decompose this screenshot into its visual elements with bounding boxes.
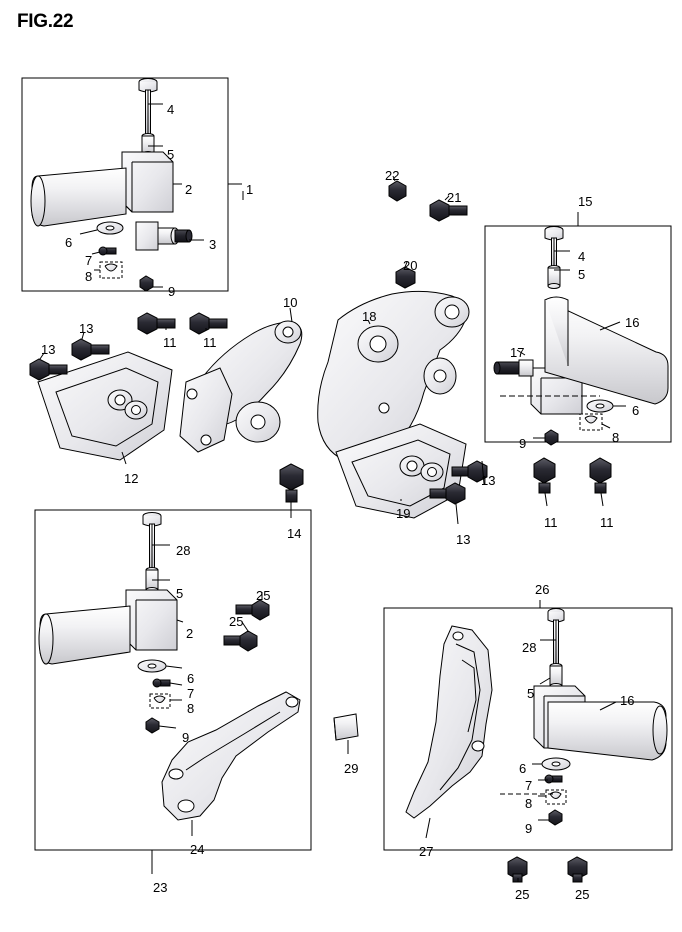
callout-number: 3 <box>209 237 217 252</box>
callout-number: 13 <box>456 532 471 547</box>
callout-number: 16 <box>625 315 640 330</box>
callout-number: 2 <box>185 182 193 197</box>
callout-number: 10 <box>283 295 298 310</box>
callout-number: 17 <box>510 345 525 360</box>
callout-number: 6 <box>632 403 640 418</box>
callout-number: 9 <box>519 436 527 451</box>
figure-title: FIG.22 <box>17 11 74 32</box>
callout-number: 25 <box>229 614 244 629</box>
callout-number: 21 <box>447 190 462 205</box>
callout-number: 24 <box>190 842 205 857</box>
callout-number: 27 <box>419 844 434 859</box>
callout-number: 29 <box>344 761 359 776</box>
callout-number: 6 <box>519 761 527 776</box>
callout-number: 25 <box>256 588 271 603</box>
callout-number: 13 <box>79 321 94 336</box>
callout-number: 9 <box>182 730 190 745</box>
callout-number: 25 <box>515 887 530 902</box>
callout-number: 16 <box>620 693 635 708</box>
callout-number: 9 <box>525 821 533 836</box>
callout-number: 13 <box>481 473 496 488</box>
callout-number: 22 <box>385 168 400 183</box>
callout-number: 6 <box>65 235 73 250</box>
callout-number: 11 <box>600 515 614 530</box>
callout-number: 25 <box>575 887 590 902</box>
callout-number: 5 <box>167 147 175 162</box>
callout-number: 11 <box>544 515 558 530</box>
callout-number: 1 <box>246 182 254 197</box>
callout-number: 20 <box>403 258 418 273</box>
callout-number: 7 <box>85 253 93 268</box>
callout-number: 15 <box>578 194 593 209</box>
callout-number: 12 <box>124 471 139 486</box>
callout-number: 6 <box>187 671 195 686</box>
callout-number: 5 <box>527 686 535 701</box>
callout-number: 7 <box>187 686 195 701</box>
callout-number: 8 <box>187 701 195 716</box>
callout-number: 19 <box>396 506 411 521</box>
callout-number: 5 <box>176 586 184 601</box>
callout-number: 8 <box>525 796 533 811</box>
callout-number: 8 <box>612 430 620 445</box>
callout-number: 2 <box>186 626 194 641</box>
callout-number: 13 <box>41 342 56 357</box>
callout-number: 18 <box>362 309 377 324</box>
callout-number: 14 <box>287 526 302 541</box>
callout-number: 5 <box>578 267 586 282</box>
callout-number: 26 <box>535 582 550 597</box>
callout-number: 9 <box>168 284 176 299</box>
callout-number: 11 <box>203 335 217 350</box>
callout-number: 4 <box>578 249 586 264</box>
callout-number: 7 <box>525 778 533 793</box>
callout-number: 11 <box>163 335 177 350</box>
callout-number: 28 <box>176 543 191 558</box>
callout-number: 28 <box>522 640 537 655</box>
callout-number: 8 <box>85 269 93 284</box>
callout-number: 4 <box>167 102 175 117</box>
callout-number: 23 <box>153 880 168 895</box>
